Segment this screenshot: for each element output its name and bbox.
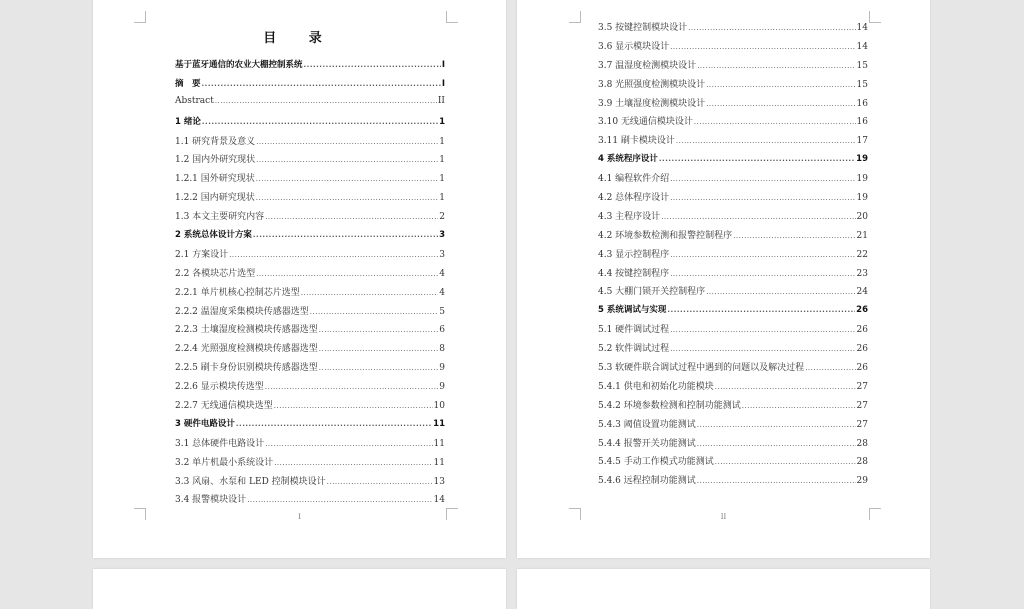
toc-leader-dots <box>706 100 855 108</box>
toc-entry-title: 5 系统调试与实现 <box>598 305 667 316</box>
toc-entry-page: 4 <box>439 287 445 298</box>
toc-entry-page: 21 <box>856 230 868 241</box>
toc-entry[interactable] <box>175 228 445 247</box>
toc-entry[interactable] <box>175 247 445 266</box>
toc-entry-page: 27 <box>856 419 868 430</box>
toc-leader-dots <box>327 478 433 486</box>
page-number: II <box>720 513 727 521</box>
toc-entry-title: 4.4 按键控制程序 <box>598 268 670 279</box>
toc-entry[interactable] <box>598 247 868 266</box>
toc-leader-dots <box>659 155 855 163</box>
toc-entry[interactable] <box>175 209 445 228</box>
toc-entry-title: 3.5 按键控制模块设计 <box>598 23 688 33</box>
toc-entry[interactable] <box>175 398 445 417</box>
document-page-2 <box>517 0 930 558</box>
toc-entry-page: 1 <box>439 116 445 127</box>
toc-entry-page: 13 <box>433 476 445 487</box>
toc-entry[interactable] <box>175 152 445 171</box>
margin-mark <box>569 11 581 23</box>
toc-leader-dots <box>265 383 439 391</box>
document-page-1 <box>93 0 506 558</box>
toc-entry[interactable] <box>175 341 445 360</box>
toc-entry-page: 22 <box>856 249 868 260</box>
toc-leader-dots <box>256 194 439 202</box>
toc-entry[interactable] <box>175 360 445 379</box>
toc-entry-title: 1.3 本文主要研究内容 <box>175 212 265 223</box>
toc-entry[interactable] <box>175 190 445 209</box>
toc-leader-dots <box>202 80 441 88</box>
toc-entry-title: 4.2 总体程序设计 <box>598 193 670 204</box>
toc-entry-page: 28 <box>856 457 868 468</box>
toc-entry-page: 15 <box>856 60 868 71</box>
margin-mark <box>869 11 881 23</box>
toc-entry-page: 9 <box>439 382 445 393</box>
toc-entry-title: 1.2.2 国内研究现状 <box>175 193 255 204</box>
toc-entry-title: 3.2 单片机最小系统设计 <box>175 457 274 468</box>
toc-entry-page: 11 <box>433 438 445 449</box>
toc-entry[interactable] <box>175 58 445 77</box>
toc-entry-title: 3.8 光照强度检测模块设计 <box>598 79 706 90</box>
toc-entry[interactable] <box>175 115 445 134</box>
toc-entry-title: 5.4.2 环境参数检测和控制功能测试 <box>598 400 741 411</box>
toc-entry[interactable] <box>598 96 868 115</box>
margin-mark <box>446 11 458 23</box>
toc-leader-dots <box>715 458 856 466</box>
toc-leader-dots <box>706 288 855 296</box>
toc-entry-page: I <box>441 60 445 70</box>
toc-entry[interactable] <box>175 379 445 398</box>
toc-entry[interactable] <box>175 322 445 341</box>
toc-entry-title: 3.3 风扇、水泵和 LED 控制模块设计 <box>175 476 326 487</box>
toc-entry-page: 28 <box>856 438 868 449</box>
toc-leader-dots <box>310 308 439 316</box>
toc-leader-dots <box>670 194 855 202</box>
toc-entry-title: 1.2.1 国外研究现状 <box>175 174 255 185</box>
toc-list <box>598 20 868 492</box>
toc-entry[interactable] <box>598 133 868 152</box>
toc-entry[interactable] <box>175 455 445 474</box>
toc-entry-title: 5.4.3 阈值设置功能测试 <box>598 419 696 430</box>
toc-entry-page: 20 <box>856 211 868 222</box>
toc-entry-page: 11 <box>433 418 445 429</box>
toc-leader-dots <box>304 61 441 69</box>
toc-list <box>175 58 445 511</box>
toc-entry[interactable] <box>598 209 868 228</box>
toc-entry[interactable] <box>175 474 445 493</box>
toc-entry-page: 16 <box>856 117 868 128</box>
toc-leader-dots <box>694 118 856 126</box>
toc-entry-page: 1 <box>439 155 445 166</box>
toc-entry-page: 3 <box>439 230 445 241</box>
toc-entry-page: 1 <box>439 193 445 204</box>
toc-leader-dots <box>715 383 856 391</box>
toc-entry[interactable] <box>598 171 868 190</box>
toc-entry-title: 5.4.5 手动工作模式功能测试 <box>598 457 714 468</box>
toc-entry[interactable] <box>598 303 868 322</box>
toc-entry-title: 2.2 各模块芯片选型 <box>175 268 256 279</box>
toc-entry-page: 19 <box>856 193 868 204</box>
toc-entry-title: 5.4.6 远程控制功能测试 <box>598 476 696 487</box>
toc-entry-page: II <box>437 95 445 106</box>
toc-entry-title: 4 系统程序设计 <box>598 154 658 165</box>
toc-leader-dots <box>697 62 855 70</box>
toc-entry-title: 2.2.2 温湿度采集模块传感器选型 <box>175 306 309 317</box>
toc-entry[interactable] <box>598 114 868 133</box>
toc-entry-page: 14 <box>433 495 445 506</box>
toc-leader-dots <box>256 175 439 183</box>
toc-entry-page: 11 <box>433 457 445 468</box>
toc-leader-dots <box>319 345 439 353</box>
toc-entry-title: 基于蓝牙通信的农业大棚控制系统 <box>175 60 303 70</box>
toc-leader-dots <box>215 97 437 105</box>
toc-entry[interactable] <box>175 417 445 436</box>
toc-entry-title: 1.1 研究背景及意义 <box>175 136 256 147</box>
toc-leader-dots <box>670 326 855 334</box>
toc-entry-title: 3.7 温湿度检测模块设计 <box>598 60 697 71</box>
toc-entry[interactable] <box>598 379 868 398</box>
toc-entry-title: Abstract <box>175 95 214 106</box>
toc-entry-title: 1 绪论 <box>175 116 201 127</box>
toc-entry[interactable] <box>598 190 868 209</box>
toc-entry-page: 10 <box>433 401 445 412</box>
toc-leader-dots <box>247 496 432 504</box>
toc-entry[interactable] <box>598 454 868 473</box>
toc-entry-page: 14 <box>856 41 868 52</box>
toc-leader-dots <box>274 402 433 410</box>
toc-entry-title: 5.2 软件调试过程 <box>598 344 670 355</box>
toc-entry-page: 15 <box>856 79 868 90</box>
toc-entry-page: 26 <box>856 363 868 374</box>
toc-leader-dots <box>256 270 438 278</box>
toc-leader-dots <box>697 477 856 485</box>
toc-entry-page: 24 <box>856 287 868 298</box>
toc-leader-dots <box>202 118 438 126</box>
toc-entry[interactable] <box>598 77 868 96</box>
toc-entry-page: 6 <box>439 325 445 336</box>
toc-entry-page: I <box>441 78 445 89</box>
toc-entry-page: 14 <box>856 23 868 33</box>
toc-leader-dots <box>256 156 438 164</box>
toc-leader-dots <box>661 213 855 221</box>
toc-leader-dots <box>265 440 432 448</box>
toc-leader-dots <box>805 364 855 372</box>
toc-entry-title: 2.2.7 无线通信模块选型 <box>175 401 273 412</box>
toc-entry[interactable] <box>598 58 868 77</box>
toc-entry[interactable] <box>598 436 868 455</box>
toc-entry[interactable] <box>175 492 445 511</box>
toc-entry-title: 5.4.4 报警开关功能测试 <box>598 438 696 449</box>
toc-leader-dots <box>265 213 438 221</box>
toc-entry[interactable] <box>598 228 868 247</box>
toc-entry-title: 2.2.6 显示模块传选型 <box>175 382 264 393</box>
toc-leader-dots <box>229 251 438 259</box>
toc-entry-page: 26 <box>856 325 868 336</box>
toc-leader-dots <box>670 251 855 259</box>
toc-entry-page: 5 <box>439 306 445 317</box>
toc-title: 目 录 <box>263 31 336 46</box>
toc-entry[interactable] <box>598 473 868 492</box>
toc-leader-dots <box>676 137 856 145</box>
toc-entry-title: 3.11 刷卡模块设计 <box>598 136 675 147</box>
toc-entry[interactable] <box>175 436 445 455</box>
toc-leader-dots <box>256 138 438 146</box>
toc-entry-page: 17 <box>856 136 868 147</box>
toc-entry-title: 4.3 主程序设计 <box>598 211 661 222</box>
toc-leader-dots <box>670 43 855 51</box>
toc-leader-dots <box>670 270 855 278</box>
toc-entry-title: 3.9 土壤湿度检测模块设计 <box>598 98 706 109</box>
toc-leader-dots <box>697 421 856 429</box>
toc-entry-title: 2.2.3 土壤湿度检测模块传感器选型 <box>175 325 318 336</box>
toc-leader-dots <box>236 420 432 428</box>
toc-entry[interactable] <box>598 266 868 285</box>
toc-leader-dots <box>733 232 855 240</box>
toc-entry[interactable] <box>598 284 868 303</box>
toc-entry-page: 27 <box>856 381 868 392</box>
toc-entry-title: 3.6 显示模块设计 <box>598 41 670 52</box>
toc-entry-title: 2.2.1 单片机核心控制芯片选型 <box>175 287 300 298</box>
toc-entry[interactable] <box>175 171 445 190</box>
toc-entry[interactable] <box>598 322 868 341</box>
toc-leader-dots <box>706 81 855 89</box>
toc-entry-page: 26 <box>856 344 868 355</box>
toc-entry-title: 4.3 显示控制程序 <box>598 249 670 260</box>
toc-entry-page: 4 <box>439 268 445 279</box>
toc-entry[interactable] <box>598 152 868 171</box>
toc-entry-page: 2 <box>439 212 445 223</box>
toc-entry-page: 16 <box>856 98 868 109</box>
toc-entry-title: 2.2.5 刷卡身份识别模块传感器选型 <box>175 363 318 374</box>
toc-leader-dots <box>253 231 438 239</box>
toc-entry-title: 2.1 方案设计 <box>175 249 229 260</box>
toc-entry[interactable] <box>598 39 868 58</box>
toc-entry-page: 3 <box>439 249 445 260</box>
toc-entry[interactable] <box>598 341 868 360</box>
toc-leader-dots <box>697 440 856 448</box>
toc-entry[interactable] <box>175 134 445 153</box>
toc-entry-title: 3.1 总体硬件电路设计 <box>175 438 265 449</box>
toc-leader-dots <box>688 24 855 32</box>
toc-entry[interactable] <box>598 417 868 436</box>
toc-entry-page: 9 <box>439 363 445 374</box>
toc-entry-page: 8 <box>439 344 445 355</box>
toc-entry[interactable] <box>175 266 445 285</box>
document-page-3 <box>93 569 506 609</box>
toc-entry-page: 1 <box>439 174 445 185</box>
toc-entry-page: 29 <box>856 476 868 487</box>
toc-entry-title: 3.10 无线通信模块设计 <box>598 117 693 128</box>
margin-mark <box>134 11 146 23</box>
toc-entry-title: 2.2.4 光照强度检测模块传感器选型 <box>175 344 318 355</box>
toc-entry-page: 26 <box>856 305 868 316</box>
toc-entry[interactable] <box>175 96 445 115</box>
toc-leader-dots <box>667 306 855 314</box>
toc-entry[interactable] <box>175 77 445 96</box>
toc-entry-title: 摘 要 <box>175 78 201 89</box>
toc-entry[interactable] <box>598 20 868 39</box>
toc-leader-dots <box>670 345 855 353</box>
toc-leader-dots <box>742 402 856 410</box>
toc-entry-page: 23 <box>856 268 868 279</box>
toc-entry[interactable] <box>175 304 445 323</box>
toc-entry[interactable] <box>175 285 445 304</box>
toc-entry-title: 3.4 报警模块设计 <box>175 495 247 506</box>
toc-entry-title: 4.1 编程软件介绍 <box>598 174 670 185</box>
toc-entry-title: 4.5 大棚门锁开关控制程序 <box>598 287 706 298</box>
toc-leader-dots <box>319 326 439 334</box>
toc-leader-dots <box>301 289 439 297</box>
toc-entry-page: 1 <box>439 136 445 147</box>
toc-leader-dots <box>670 175 855 183</box>
toc-entry-title: 1.2 国内外研究现状 <box>175 155 256 166</box>
toc-entry[interactable] <box>598 360 868 379</box>
toc-entry-title: 2 系统总体设计方案 <box>175 230 252 241</box>
toc-entry-title: 5.3 软硬件联合调试过程中遇到的问题以及解决过程 <box>598 363 805 374</box>
toc-entry-title: 4.2 环境参数检测和报警控制程序 <box>598 230 733 241</box>
toc-entry-page: 27 <box>856 400 868 411</box>
toc-entry-title: 3 硬件电路设计 <box>175 418 235 429</box>
toc-entry-title: 5.1 硬件调试过程 <box>598 325 670 336</box>
toc-entry-title: 5.4.1 供电和初始化功能模块 <box>598 381 714 392</box>
toc-entry-page: 19 <box>856 154 868 165</box>
page-number: I <box>298 513 301 521</box>
toc-leader-dots <box>319 364 439 372</box>
toc-leader-dots <box>274 459 432 467</box>
toc-entry[interactable] <box>598 398 868 417</box>
document-page-4 <box>517 569 930 609</box>
toc-entry-page: 19 <box>856 174 868 185</box>
